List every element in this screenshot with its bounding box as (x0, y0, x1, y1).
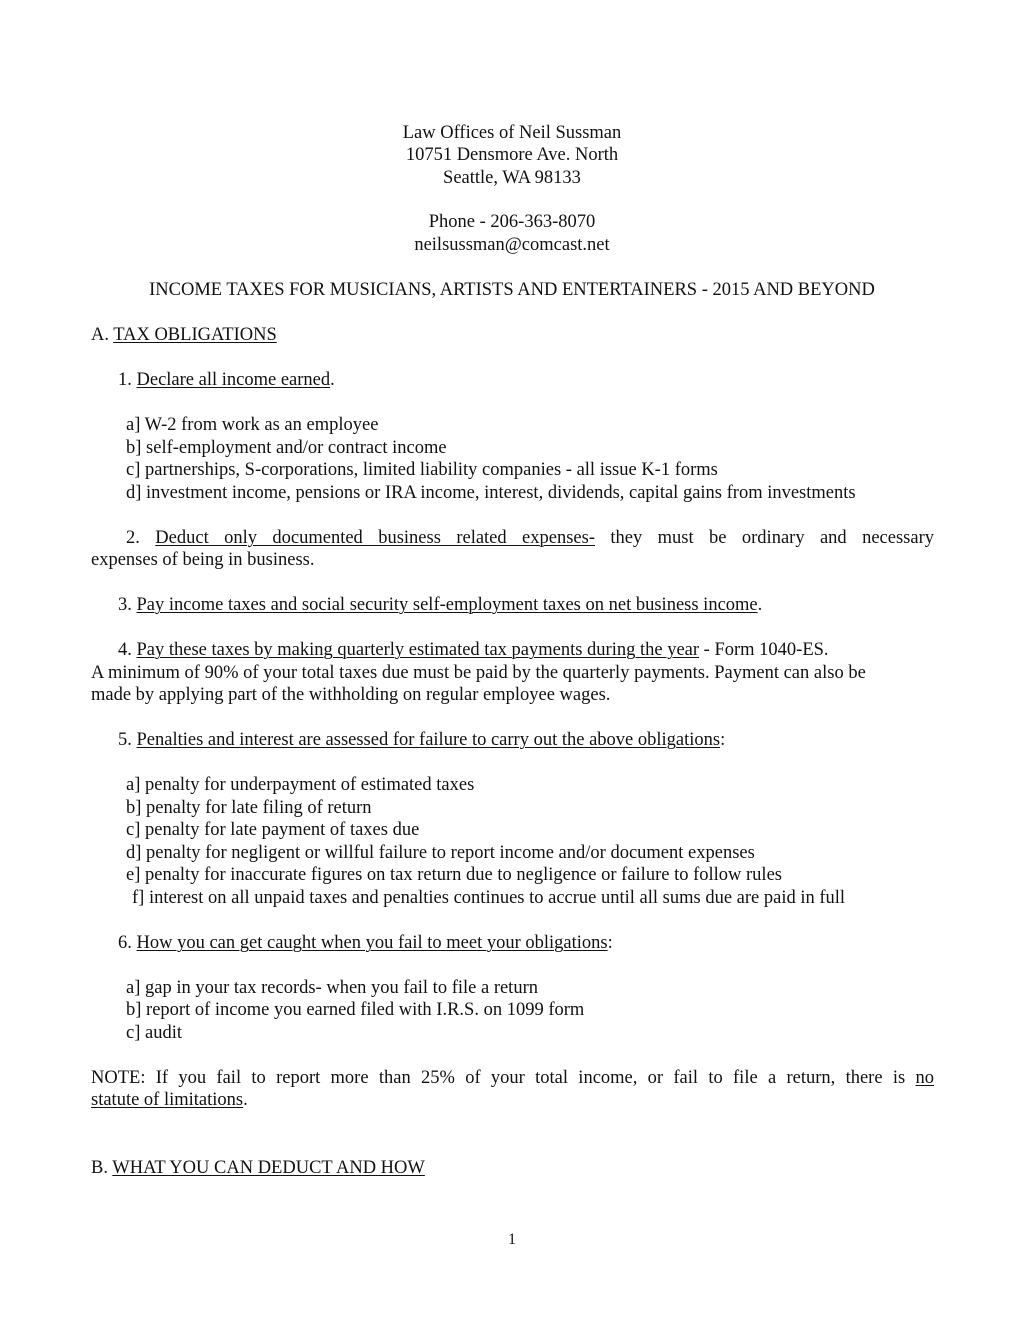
item-1-heading: Declare all income earned (136, 370, 331, 390)
list-item: c] penalty for late payment of taxes due (126, 820, 420, 840)
item-1-suffix: . (330, 370, 335, 390)
section-a-prefix: A. (91, 325, 114, 345)
item-4-number: 4. (118, 640, 137, 660)
item-6-number: 6. (118, 933, 137, 953)
note-continuation (91, 1089, 248, 1112)
section-a-title: TAX OBLIGATIONS (113, 325, 277, 345)
page-number: 1 (508, 1231, 516, 1248)
item-3-heading: Pay income taxes and social security self-employment taxes on net business income (136, 595, 758, 615)
item-5 (118, 729, 725, 752)
list-item: c] audit (126, 1023, 182, 1043)
street-address: 10751 Densmore Ave. North (405, 145, 619, 165)
city-state-zip: Seattle, WA 98133 (443, 168, 581, 188)
item-2 (126, 527, 934, 550)
item-2-heading: Deduct only documented business related expenses- (155, 528, 595, 548)
note-text: NOTE: If you fail to report more than 25% of your total income, or fail to file a return, there is (91, 1068, 916, 1088)
list-item: a] gap in your tax records- when you fail to file a return (126, 978, 538, 998)
note-emphasis-no: no (915, 1068, 934, 1088)
list-item: a] penalty for underpayment of estimated taxes (126, 775, 475, 795)
note-period: . (243, 1090, 248, 1110)
list-item: d] investment income, pensions or IRA income, interest, dividends, capital gains from investments (126, 483, 856, 503)
item-5-number: 5. (118, 730, 137, 750)
item-4-continuation-1: A minimum of 90% of your total taxes due must be paid by the quarterly payments. Payment can also be (91, 663, 866, 683)
item-2-continuation: expenses of being in business. (91, 550, 315, 570)
list-item: b] self-employment and/or contract income (126, 438, 447, 458)
note-paragraph (91, 1067, 934, 1090)
item-3-suffix: . (757, 595, 763, 615)
list-item: a] W-2 from work as an employee (126, 415, 379, 435)
item-1 (118, 369, 335, 392)
item-5-heading: Penalties and interest are assessed for failure to carry out the above obligations (136, 730, 721, 750)
item-3-number: 3. (118, 595, 137, 615)
item-4 (118, 639, 829, 662)
item-2-number: 2. (126, 528, 156, 548)
item-4-continuation-2: made by applying part of the withholding on regular employee wages. (91, 685, 611, 705)
note-emphasis-statute: statute of limitations (91, 1090, 244, 1110)
section-b-heading (91, 1157, 425, 1180)
item-5-suffix: : (720, 730, 726, 750)
document-title: INCOME TAXES FOR MUSICIANS, ARTISTS AND ENTERTAINERS - 2015 AND BEYOND (149, 280, 875, 300)
item-4-text: - Form 1040-ES. (699, 640, 829, 660)
list-item: d] penalty for negligent or willful failure to report income and/or document expenses (126, 843, 755, 863)
phone-line: Phone - 206-363-8070 (428, 212, 596, 232)
item-3 (118, 594, 762, 617)
section-b-prefix: B. (91, 1158, 113, 1178)
section-b-title: WHAT YOU CAN DEDUCT AND HOW (112, 1158, 425, 1178)
item-4-heading: Pay these taxes by making quarterly estimated tax payments during the year (136, 640, 700, 660)
item-1-number: 1. (118, 370, 137, 390)
list-item: c] partnerships, S-corporations, limited liability companies - all issue K-1 forms (126, 460, 718, 480)
office-name: Law Offices of Neil Sussman (402, 123, 622, 143)
section-a-heading (91, 324, 277, 347)
email-line: neilsussman@comcast.net (414, 235, 610, 255)
list-item: b] report of income you earned filed with I.R.S. on 1099 form (126, 1000, 585, 1020)
item-6-heading: How you can get caught when you fail to meet your obligations (136, 933, 608, 953)
item-2-text: they must be ordinary and necessary (595, 528, 934, 548)
item-6-suffix: : (607, 933, 613, 953)
list-item: f] interest on all unpaid taxes and penalties continues to accrue until all sums due are paid in full (132, 888, 846, 908)
list-item: e] penalty for inaccurate figures on tax return due to negligence or failure to follow rules (126, 865, 782, 885)
list-item: b] penalty for late filing of return (126, 798, 372, 818)
item-6 (118, 932, 613, 955)
